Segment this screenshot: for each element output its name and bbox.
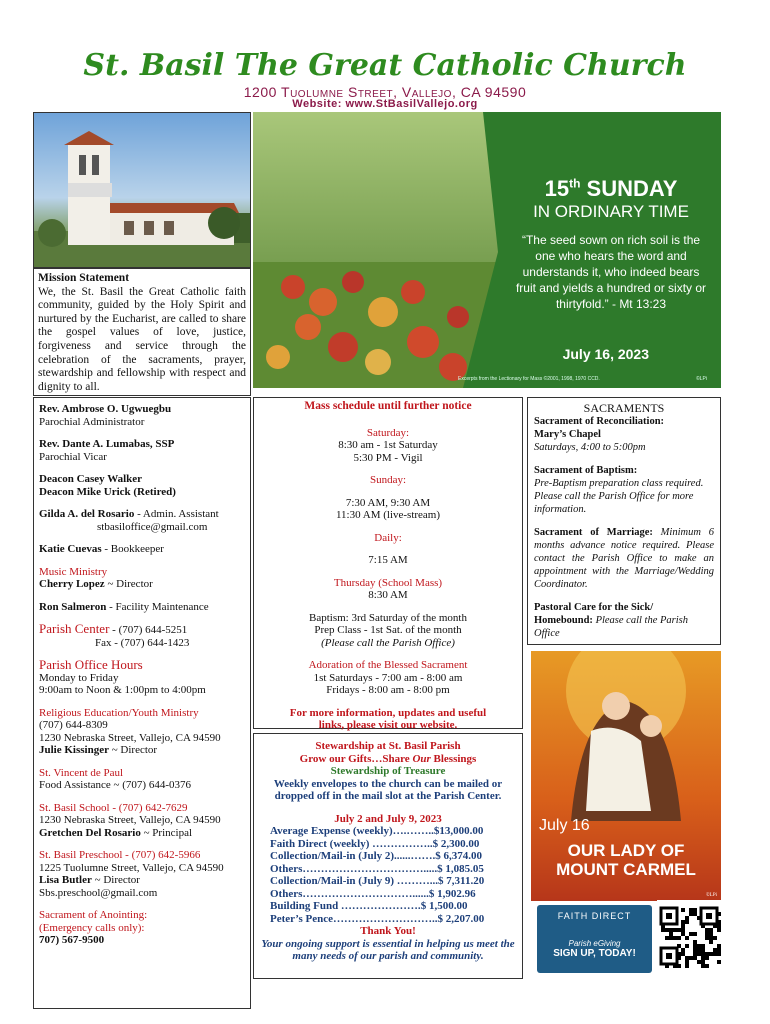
- reconciliation-time: Saturdays, 4:00 to 5:00pm: [534, 442, 646, 453]
- collection-amount: $ 7,311.20: [438, 875, 485, 887]
- address-text: 1200 Tuolumne Street, Vallejo, CA 94590: [243, 84, 527, 100]
- thank-you: Thank You!: [360, 925, 416, 937]
- banner-subtitle: IN ORDINARY TIME: [533, 202, 689, 221]
- mass-schedule: [253, 397, 523, 729]
- collection-label: Others…………………………….....: [270, 862, 438, 875]
- deacon-2: Deacon Mike Urick (Retired): [39, 485, 176, 498]
- hours-heading: Parish Office Hours: [39, 657, 143, 672]
- re-heading: Religious Education/Youth Ministry: [39, 706, 199, 719]
- school-heading: St. Basil School - (707) 642-7629: [39, 801, 188, 814]
- collection-amount: $ 1,085.05: [437, 862, 484, 875]
- carmel-title: OUR LADY OF MOUNT CARMEL: [556, 841, 696, 879]
- mission-statement: [33, 268, 251, 396]
- baptism-text: Pre-Baptism preparation class required. Please call the Parish Office for more information.: [534, 478, 704, 515]
- saturday-1: 8:30 am - 1st Saturday: [338, 439, 438, 451]
- anointing-sub: (Emergency calls only):: [39, 921, 145, 934]
- collection-label: Average Expense (weekly)….……..: [270, 825, 434, 837]
- admin-email[interactable]: stbasiloffice@gmail.com: [97, 520, 208, 533]
- collection-label: Faith Direct (weekly) ……………..: [270, 837, 433, 850]
- mission-text: We, the St. Basil the Great Catholic faith community, guided by the Holy Spirit and nurtured by the Eucharist, are called to share the gospel values of love, justice, forgiveness and service through the celebration of the sacraments, prayer, stewardship and fellowship with respect and dignity to all.: [38, 285, 246, 393]
- sacraments: [527, 397, 721, 645]
- staff-directory: [33, 397, 251, 1009]
- marriage-heading: Sacrament of Marriage:: [534, 527, 653, 538]
- adoration-1: 1st Saturdays - 7:00 am - 8:00 am: [313, 671, 463, 684]
- collection-row: [270, 900, 506, 913]
- baptism-2: Prep Class - 1st Sat. of the month: [314, 624, 462, 636]
- qr-code-icon: [657, 900, 721, 976]
- anointing-phone: 707) 567-9500: [39, 934, 105, 946]
- envelopes-note: Weekly envelopes to the church can be mailed or dropped off in the mail slot at the Parish Center.: [273, 777, 503, 802]
- adoration-2: Fridays - 8:00 am - 8:00 pm: [326, 684, 450, 696]
- school-name: Gretchen Del Rosario: [39, 826, 141, 839]
- collection-row: [270, 825, 506, 838]
- church-website[interactable]: [0, 98, 770, 110]
- adoration-label: Adoration of the Blessed Sacrament: [308, 659, 468, 671]
- collection-amount: $ 6,374.00: [435, 850, 483, 862]
- collection-row: [270, 913, 506, 926]
- website-text: Website: www.StBasilVallejo.org: [292, 98, 478, 110]
- stewardship: [253, 733, 523, 979]
- mass-heading: Mass schedule until further notice: [304, 400, 472, 412]
- collection-amount: $ 1,500.00: [420, 900, 468, 912]
- vicar-name: Rev. Dante A. Lumabas, SSP: [39, 438, 175, 450]
- bookkeeper-role: - Bookkeeper: [101, 543, 164, 555]
- banner-date: July 16, 2023: [562, 346, 649, 362]
- collection-amount: $13,000.00: [433, 825, 484, 837]
- faith-direct-signup[interactable]: [537, 905, 652, 973]
- hours-times: 9:00am to Noon & 1:00pm to 4:00pm: [39, 684, 206, 696]
- collection-row: [270, 838, 506, 851]
- collection-label: Collection/Mail-in (July 9) ………...: [270, 875, 439, 887]
- daily-1: 7:15 AM: [368, 554, 408, 566]
- vicar-role: Parochial Vicar: [39, 450, 107, 463]
- preschool-name: Lisa Butler: [39, 874, 92, 886]
- our-lady-carmel-image: [531, 651, 721, 901]
- pastor-role: Parochial Administrator: [39, 415, 145, 428]
- re-phone: (707) 644-8309: [39, 719, 108, 731]
- closing-note: Your ongoing support is essential in helping us meet the many needs of our parish and community.: [261, 937, 515, 962]
- collection-label: Collection/Mail-in (July 2)......…….: [270, 850, 436, 862]
- music-role: ~ Director: [104, 578, 153, 590]
- collection-label: Peter’s Pence………………………..: [270, 912, 438, 925]
- collection-amount: $ 2,300.00: [432, 837, 480, 850]
- preschool-role: ~ Director: [91, 874, 140, 886]
- saturday-2: 5:30 PM - Vigil: [353, 451, 423, 464]
- svdp-heading: St. Vincent de Paul: [39, 766, 124, 779]
- banner-quote: “The seed sown on rich soil is the one who hears the word and understands it, who indeed bears fruit and yields a hundred or sixty or thirtyfold.” - Mt 13:23: [515, 233, 707, 311]
- center-phone: - (707) 644-5251: [109, 624, 188, 636]
- anointing-heading: Sacrament of Anointing:: [39, 909, 148, 921]
- sick-text: Please call the Parish Office: [534, 615, 689, 639]
- baptism-1: Baptism: 3rd Saturday of the month: [309, 611, 467, 624]
- banner-text: [511, 176, 711, 312]
- admin-name: Gilda A. del Rosario: [39, 508, 135, 520]
- collection-label: Others…………………………......: [270, 887, 429, 900]
- facility-name: Ron Salmeron: [39, 600, 107, 613]
- church-illustration: [34, 113, 251, 268]
- more-info: For more information, updates and useful links, please visit our website.: [289, 706, 487, 731]
- admin-role: - Admin. Assistant: [134, 508, 219, 520]
- collection-row: [270, 850, 506, 863]
- sunday-2: 11:30 AM (live-stream): [335, 509, 441, 521]
- collection-dates: July 2 and July 9, 2023: [334, 812, 442, 825]
- preschool-address: 1225 Tuolumne Street, Vallejo, CA 94590: [39, 861, 224, 874]
- re-address: 1230 Nebraska Street, Vallejo, CA 94590: [39, 731, 221, 744]
- collection-row: [270, 888, 506, 901]
- carmel-tag: ©LPi: [705, 893, 717, 898]
- sacraments-heading: SACRAMENTS: [583, 401, 665, 415]
- faith-direct-sub: Parish eGiving: [568, 939, 621, 948]
- school-role: ~ Principal: [140, 826, 193, 839]
- mission-heading: Mission Statement: [38, 272, 130, 284]
- facility-role: - Facility Maintenance: [106, 600, 209, 613]
- deacon-1: Deacon Casey Walker: [39, 473, 143, 485]
- daily-label: Daily:: [374, 531, 402, 544]
- music-name: Cherry Lopez: [39, 578, 105, 590]
- marriage-text: Minimum 6 months advance notice required. Please contact the Parish Office to make an appointment with the Marriage/Wedding Coordinator.: [534, 527, 714, 590]
- collection-row: [270, 875, 506, 888]
- preschool-email[interactable]: Sbs.preschool@gmail.com: [39, 886, 158, 899]
- sick-heading: Pastoral Care for the Sick/ Homebound:: [534, 602, 654, 626]
- banner-credit-tag: ©LPi: [696, 376, 707, 382]
- svdp-text: Food Assistance ~ (707) 644-0376: [39, 779, 191, 791]
- pastor-name: Rev. Ambrose O. Ugwuegbu: [39, 403, 172, 415]
- stewardship-h2: Grow our Gifts…Share Our Blessings: [299, 752, 477, 765]
- church-photo: [33, 112, 251, 268]
- qr-code[interactable]: [657, 900, 721, 976]
- banner-credit: Excerpts from the Lectionary for Mass ©2001, 1998, 1970 CCD.: [458, 376, 600, 382]
- center-heading: Parish Center: [39, 621, 110, 636]
- faith-direct-cta: SIGN UP, TODAY!: [553, 948, 636, 959]
- stewardship-h3: Stewardship of Treasure: [330, 765, 446, 777]
- reconciliation-place: Mary’s Chapel: [534, 429, 601, 440]
- carmel-date: July 16: [539, 817, 590, 834]
- faith-direct-logo: FAITH DIRECT: [557, 911, 632, 921]
- sunday-banner: [253, 112, 721, 388]
- church-address: [0, 86, 770, 98]
- saturday-label: Saturday:: [366, 426, 410, 439]
- re-role: ~ Director: [108, 744, 158, 756]
- reconciliation-heading: Sacrament of Reconciliation:: [534, 416, 665, 427]
- re-name: Julie Kissinger: [39, 744, 109, 756]
- thursday-label: Thursday (School Mass): [333, 576, 443, 589]
- baptism-heading: Sacrament of Baptism:: [534, 465, 638, 476]
- banner-title: 15th SUNDAY: [544, 176, 678, 201]
- school-address: 1230 Nebraska Street, Vallejo, CA 94590: [39, 814, 221, 826]
- hours-days: Monday to Friday: [39, 671, 119, 684]
- collection-label: Building Fund ………………….: [270, 900, 421, 912]
- baptism-3: (Please call the Parish Office): [321, 636, 455, 649]
- sunday-label: Sunday:: [369, 474, 407, 486]
- center-fax: Fax - (707) 644-1423: [95, 636, 190, 649]
- stewardship-h1: Stewardship at St. Basil Parish: [315, 740, 461, 752]
- music-heading: Music Ministry: [39, 565, 108, 578]
- collection-amount: $ 2,207.00: [437, 912, 485, 925]
- preschool-heading: St. Basil Preschool - (707) 642-5966: [39, 849, 201, 861]
- collection-amount: $ 1,902.96: [428, 887, 476, 900]
- bookkeeper-name: Katie Cuevas: [39, 543, 102, 555]
- thursday-1: 8:30 AM: [368, 589, 408, 601]
- sunday-1: 7:30 AM, 9:30 AM: [345, 496, 431, 509]
- church-name: St. Basil The Great Catholic Church: [83, 48, 687, 83]
- collection-table: [254, 825, 522, 925]
- collection-row: [270, 863, 506, 876]
